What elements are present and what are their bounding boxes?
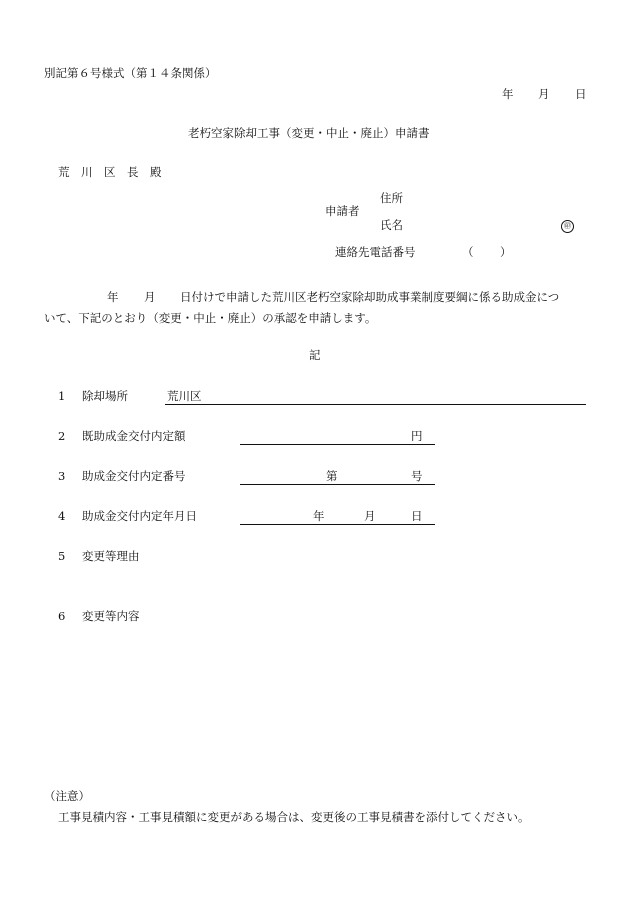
address-label: 住所 [380, 191, 403, 205]
item3-number: 3 [58, 469, 66, 483]
name-label: 氏名 [380, 218, 403, 232]
body-month: 月 [144, 290, 156, 304]
phone-paren-close: ） [500, 245, 512, 259]
item2-label: 既助成金交付内定額 [82, 429, 186, 443]
seal-mark [561, 219, 574, 233]
item2-unit: 円 [411, 429, 423, 443]
applicant-label: 申請者 [325, 204, 360, 218]
item4-label: 助成金交付内定年月日 [82, 509, 197, 523]
item4-day: 日 [411, 509, 423, 523]
item3-suffix: 号 [411, 469, 423, 483]
item5-label: 変更等理由 [82, 549, 140, 563]
item1-number: 1 [58, 389, 66, 403]
item3-underline [240, 484, 435, 485]
body-line1: 日付けで申請した荒川区老朽空家除却助成事業制度要綱に係る助成金につ [180, 290, 560, 304]
item2-number: 2 [58, 429, 66, 443]
item4-number: 4 [58, 509, 66, 523]
form-label: 別記第６号様式（第１４条関係） [44, 66, 217, 80]
document-title: 老朽空家除却工事（変更・中止・廃止）申請書 [188, 126, 430, 140]
phone-label: 連絡先電話番号 [335, 245, 416, 259]
phone-paren-open: （ [462, 245, 474, 259]
date-month: 月 [538, 87, 550, 101]
item1-label: 除却場所 [82, 389, 128, 403]
notes-text: 工事見積内容・工事見積額に変更がある場合は、変更後の工事見積書を添付してください。 [58, 810, 530, 824]
item6-number: 6 [58, 609, 66, 623]
item1-value: 荒川区 [167, 389, 202, 403]
item1-underline [165, 404, 586, 405]
item5-number: 5 [58, 549, 66, 563]
item4-month: 月 [364, 509, 376, 523]
body-line2: いて、下記のとおり（変更・中止・廃止）の承認を申請します。 [44, 311, 377, 325]
ki-heading: 記 [309, 348, 321, 362]
item4-year: 年 [313, 509, 325, 523]
item2-underline [240, 444, 435, 445]
notes-heading: （注意） [44, 789, 90, 803]
addressee: 荒 川 区 長 殿 [58, 165, 162, 179]
body-year: 年 [107, 290, 119, 304]
item4-underline [240, 524, 435, 525]
date-day: 日 [575, 87, 587, 101]
item3-prefix: 第 [326, 469, 338, 483]
item6-label: 変更等内容 [82, 609, 140, 623]
date-year: 年 [502, 87, 514, 101]
item3-label: 助成金交付内定番号 [82, 469, 186, 483]
seal-icon: ㊞ [561, 220, 574, 233]
